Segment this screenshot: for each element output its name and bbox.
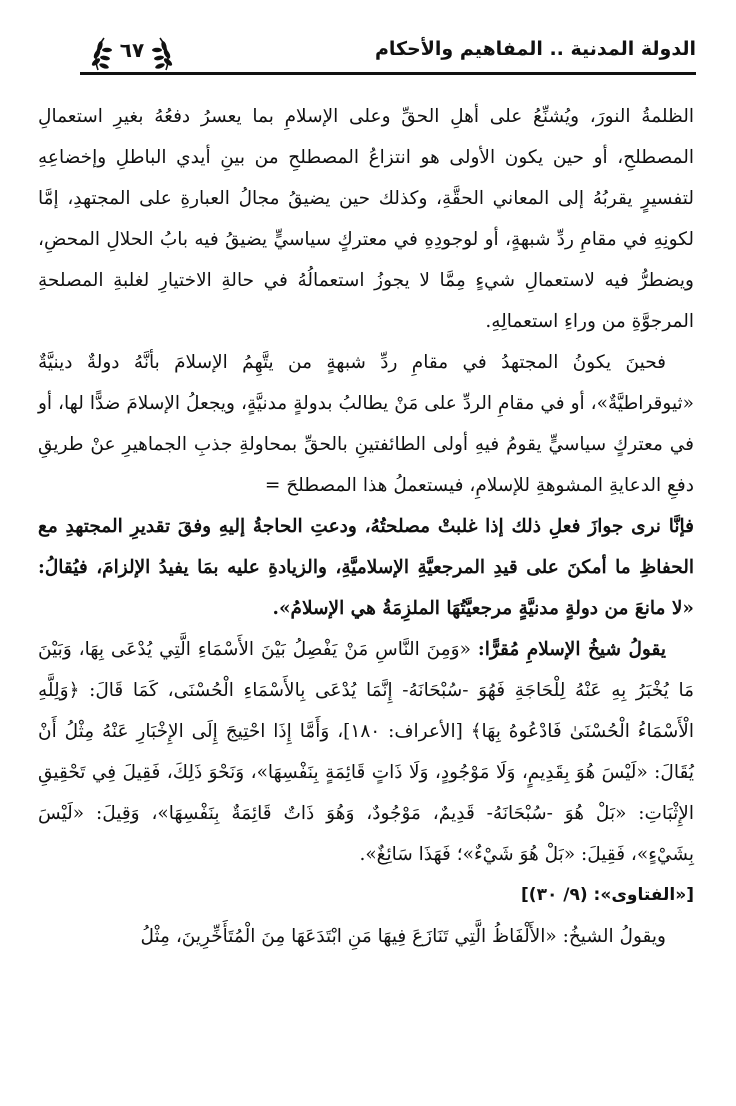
paragraph-3: فإنَّا نرى جوازَ فعلِ ذلك إذا غلبتْ مصلحتُهُ، ودعتِ الحاجةُ إليهِ وفقَ تقديرِ المجتهدِ مع الحفاظِ ما أمكنَ على قيدِ المرجعيَّةِ الإسلاميَّةِ، والزيادةِ عليه بمَا يفيدُ الإلزامَ، فيُقالُ: «لا مانعَ من دولةٍ مدنيَّةٍ مرجعيَّتُهَا الملزِمَةُ هي الإسلامُ». <box>38 516 694 619</box>
paragraph-1: الظلمةُ النورَ، ويُشنِّعُ على أهلِ الحقِّ وعلى الإسلامِ بما يعسرُ دفعُهُ بغيرِ استعمالِ المصطلحِ، أو حين يكون الأولى هو انتزاعُ المصطلحِ من بينِ أيدي الباطلِ وإخضاعِهِ لتفسيرٍ يقربُهُ إلى المعاني الحقَّةِ، وكذلك حين يضيقُ مجالُ العبارةِ على المجتهدِ، إمَّا لكونِهِ في مقامِ ردِّ شبهةٍ، أو لوجودِهِ في معتركٍ سياسيٍّ يضيقُ فيه بابُ الحلالِ المحضِ، ويضطرُّ فيه لاستعمالِ شيءٍ مِمَّا لا يجوزُ استعمالُهُ في حالةِ الاختيارِ لغلبةِ المصلحةِ المرجوَّةِ من وراءِ استعمالِهِ. <box>38 106 694 332</box>
page-number-badge <box>88 30 176 76</box>
quote-lead: يقولُ شيخُ الإسلامِ مُقرًّا: <box>477 639 666 660</box>
running-title: الدولة المدنية .. المفاهيم والأحكام <box>374 38 696 60</box>
page-number: ٦٧ <box>119 38 145 62</box>
quote-text: «وَمِنَ النَّاسِ مَنْ يَفْصِلُ بَيْنَ الأَسْمَاءِ الَّتِي يُدْعَى بِهَا، وَبَيْنَ مَا يُخْبَرُ بِهِ عَنْهُ لِلْحَاجَةِ فَهُوَ -سُبْحَانَهُ- إِنَّمَا يُدْعَى بِالأَسْمَاءِ الْحُسْنَى، كَمَا قَالَ: ﴿وَلِلَّهِ الْأَسْمَاءُ الْحُسْنَىٰ فَادْعُوهُ بِهَا﴾ [الأعراف: ١٨٠]، وَأَمَّا إِذَا احْتِيجَ إِلَى الإِخْبَارِ عَنْهُ مِثْلُ أَنْ يُقَالَ: «لَيْسَ هُوَ بِقَدِيمٍ، وَلَا مَوْجُودٍ، وَلَا ذَاتٍ قَائِمَةٍ بِنَفْسِهَا»، وَنَحْوَ ذَلِكَ، فَقِيلَ فِي تَحْقِيقِ الإِثْبَاتِ: «بَلْ هُوَ -سُبْحَانَهُ- قَدِيمٌ، مَوْجُودٌ، وَهُوَ ذَاتٌ قَائِمَةٌ بِنَفْسِهَا»، وَقِيلَ: «لَيْسَ بِشَيْءٍ»، فَقِيلَ: «بَلْ هُوَ شَيْءٌ»؛ فَهَذَا سَائِغٌ». <box>38 639 694 865</box>
paragraph-4 <box>38 629 694 875</box>
main-text <box>38 96 694 957</box>
paragraph-2: فحينَ يكونُ المجتهدُ في مقامِ ردِّ شبهةٍ من يتَّهِمُ الإسلامَ بأنَّهُ دولةٌ دينيَّةٌ «ثيوقراطيَّةٌ»، أو في مقامِ الردِّ على مَنْ يطالبُ بدولةٍ مدنيَّةٍ، ويجعلُ الإسلامَ ضدًّا لها، أو في معتركٍ سياسيٍّ يقومُ فيهِ أولى الطائفتينِ بالحقِّ بمحاولةِ جذبِ الجماهيرِ عنْ طريقِ دفعِ الدعايةِ المشوهةِ للإسلامِ، فيستعملُ هذا المصطلحَ = <box>38 352 694 496</box>
page-header <box>80 28 696 98</box>
paragraph-5: ويقولُ الشيخُ: «الأَلْفَاظُ الَّتِي تَنَازَعَ فِيهَا مَنِ ابْتَدَعَهَا مِنَ الْمُتَأَخِّرِينَ، مِثْلُ <box>140 926 666 947</box>
reference-citation: [«الفتاوى»: (٩/ ٣٠)] <box>521 885 694 905</box>
